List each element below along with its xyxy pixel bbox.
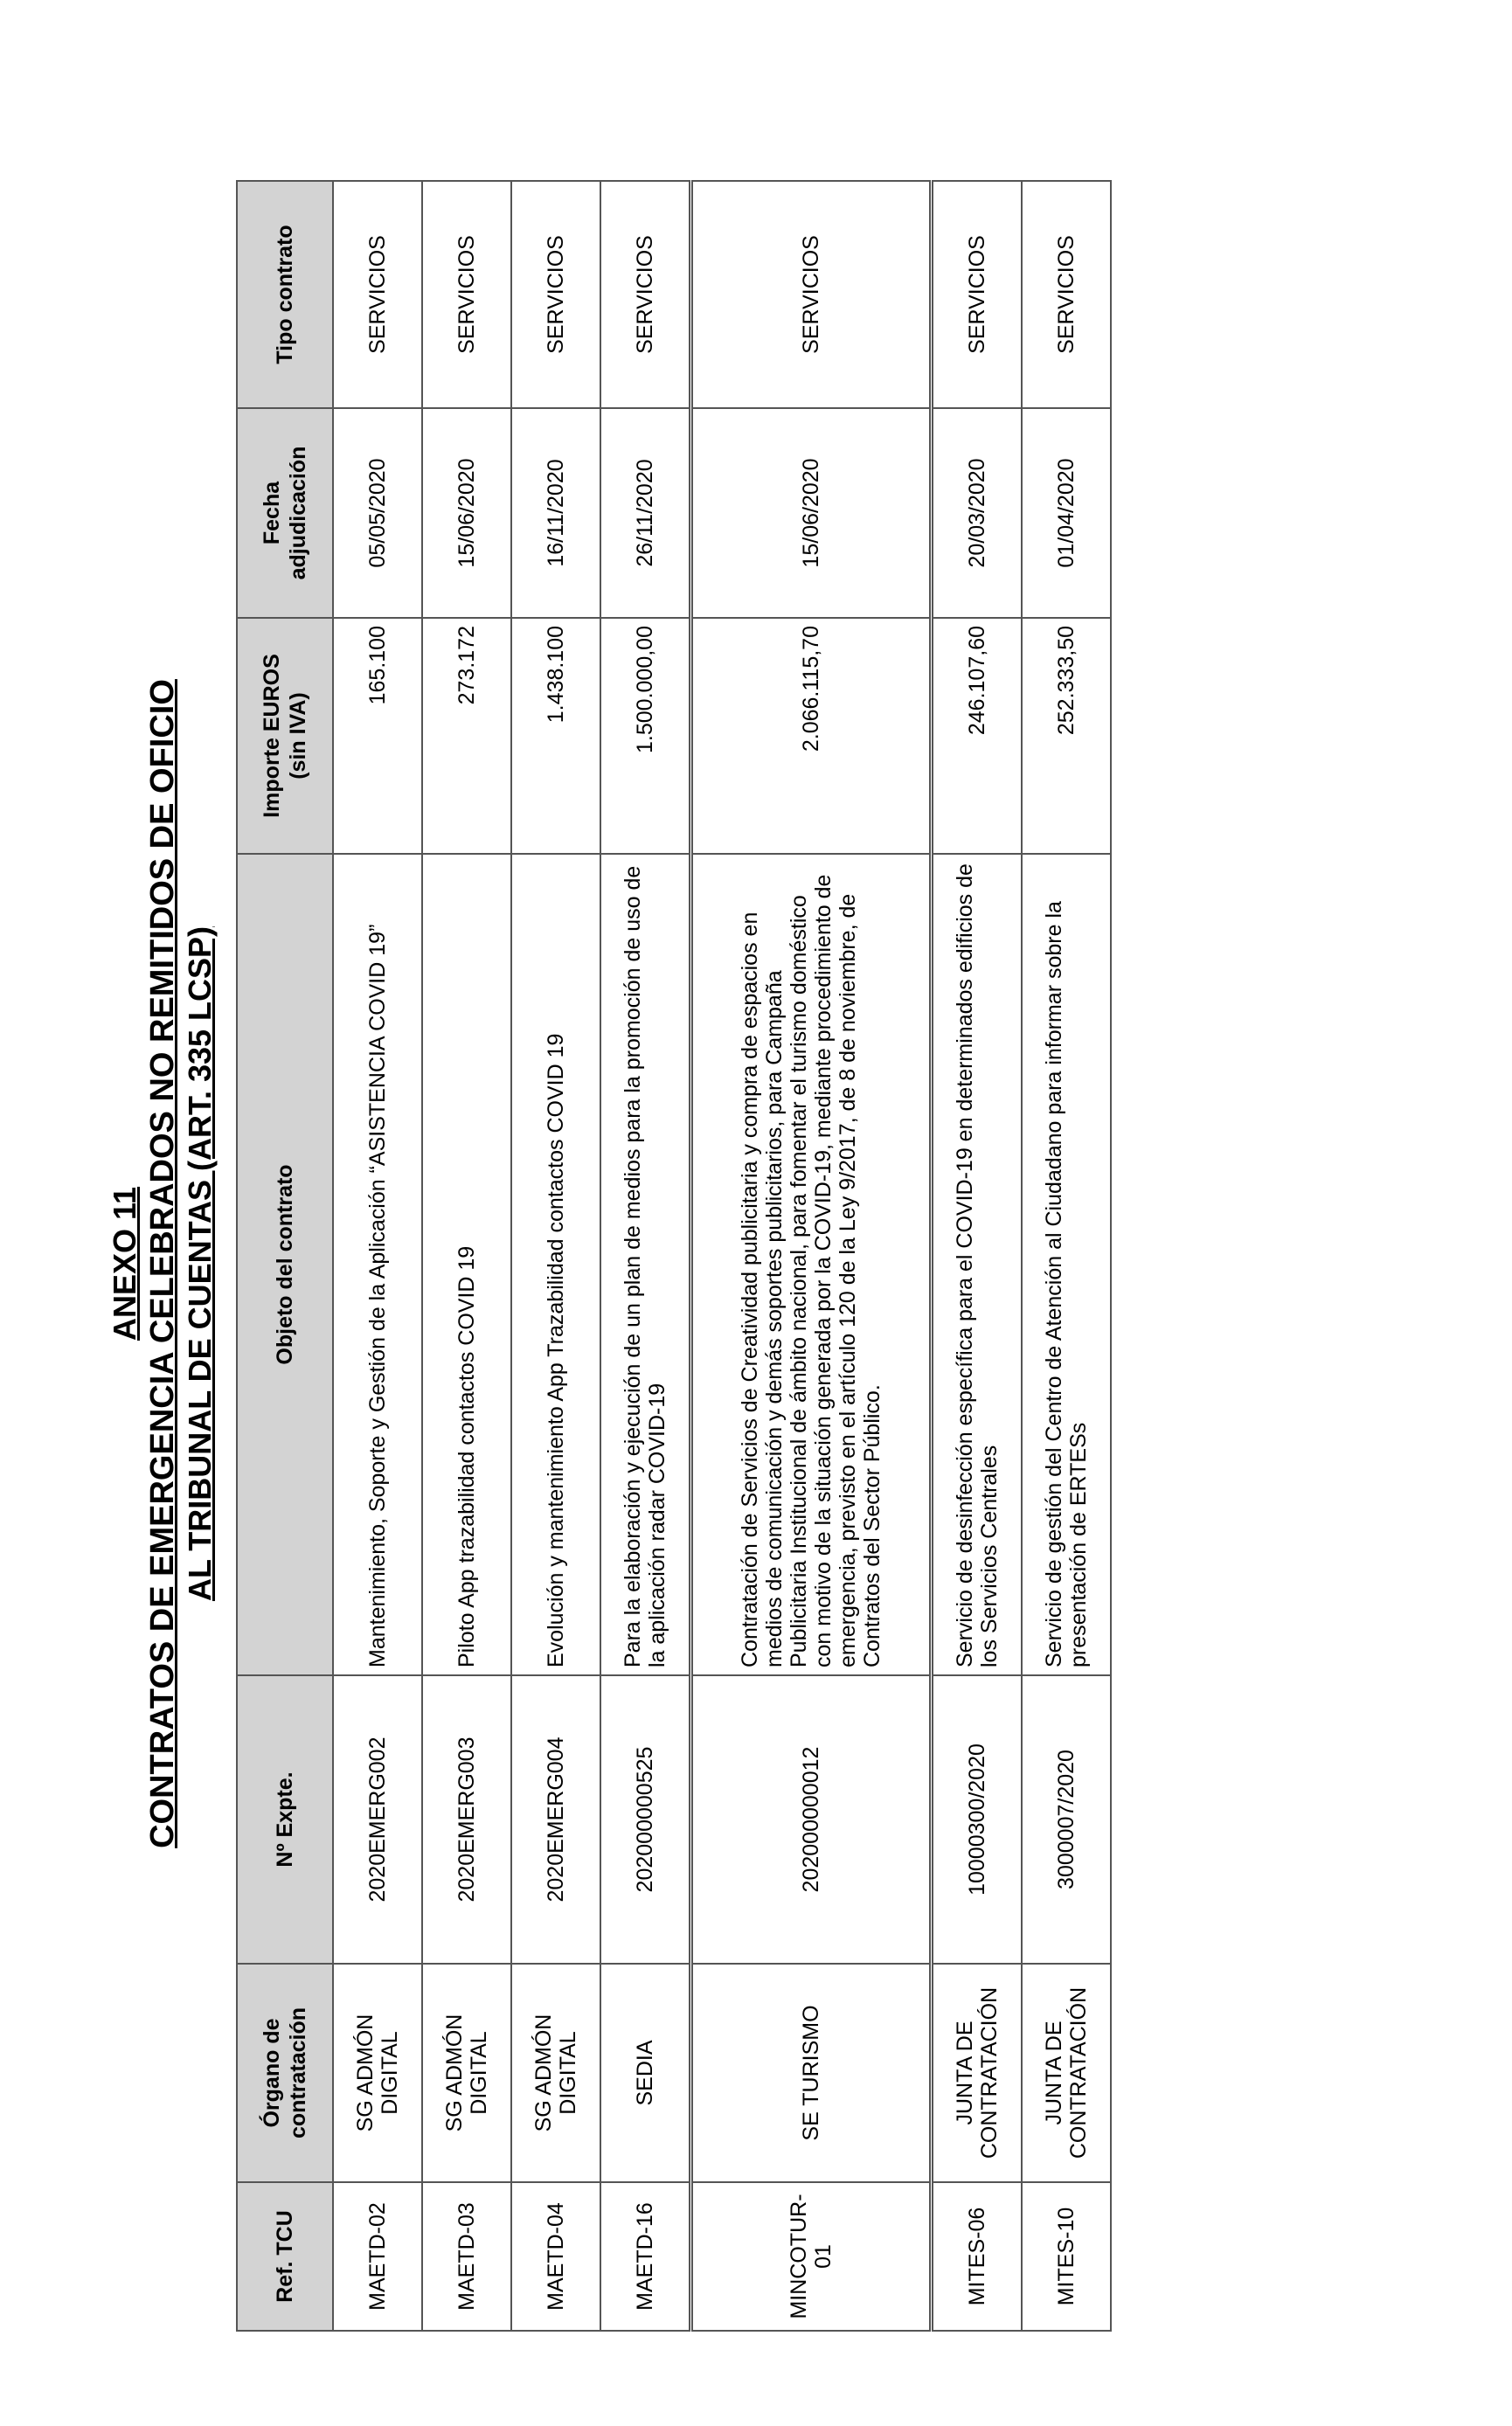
- cell-organo-line2: DIGITAL: [467, 2031, 491, 2115]
- cell-tipo: SERVICIOS: [691, 181, 932, 408]
- cell-fecha: 26/11/2020: [600, 408, 691, 618]
- table-row: [422, 181, 511, 2331]
- cell-importe: 252.333,50: [1022, 618, 1111, 854]
- header-fecha: [237, 408, 333, 618]
- cell-ref: MAETD-16: [600, 2182, 691, 2331]
- cell-tipo: SERVICIOS: [932, 181, 1023, 408]
- cell-organo-line2: CONTRATACIÓN: [1066, 1986, 1091, 2159]
- cell-importe: 2.066.115,70: [691, 618, 932, 854]
- cell-ref: MITES-06: [932, 2182, 1023, 2331]
- header-fecha-line2: adjudicación: [286, 446, 310, 580]
- cell-ref: MINCOTUR-01: [691, 2182, 932, 2331]
- cell-importe: 165.100: [333, 618, 422, 854]
- cell-tipo: SERVICIOS: [1022, 181, 1111, 408]
- cell-organo-line1: JUNTA DE: [953, 2021, 977, 2125]
- table-row: [600, 181, 691, 2331]
- cell-objeto: Servicio de desinfección específica para el COVID-19 en determinados edificios de los Servicios Centrales: [932, 854, 1023, 1675]
- title-annex: ANEXO 11: [107, 1186, 142, 1341]
- cell-expte: 2020EMERG003: [422, 1675, 511, 1964]
- page-title: [107, 154, 218, 2374]
- header-tipo: Tipo contrato: [237, 181, 333, 408]
- cell-importe: 273.172: [422, 618, 511, 854]
- cell-objeto: Mantenimiento, Soporte y Gestión de la Aplicación “ASISTENCIA COVID 19”: [333, 854, 422, 1675]
- header-importe: [237, 618, 333, 854]
- cell-tipo: SERVICIOS: [333, 181, 422, 408]
- cell-objeto: Para la elaboración y ejecución de un plan de medios para la promoción de uso de la aplicación radar COVID-19: [600, 854, 691, 1675]
- header-organo-line1: Órgano de: [260, 2018, 284, 2128]
- cell-expte: 10000300/2020: [932, 1675, 1023, 1964]
- table-row: [932, 181, 1023, 2331]
- title-main: CONTRATOS DE EMERGENCIA CELEBRADOS NO REMITIDOS DE OFICIO: [144, 679, 181, 1848]
- cell-organo: [333, 1964, 422, 2182]
- cell-ref: MAETD-04: [511, 2182, 600, 2331]
- cell-ref: MAETD-03: [422, 2182, 511, 2331]
- header-expte: Nº Expte.: [237, 1675, 333, 1964]
- cell-fecha: 01/04/2020: [1022, 408, 1111, 618]
- cell-objeto: Contratación de Servicios de Creatividad publicitaria y compra de espacios en medios de comunicación y demás soportes publicitarios, para Campaña Publicitaria Institucional de ámbito nacional, para fomentar el turismo doméstico con motivo de la situación generada por la COVID-19, mediante procedimiento de emergencia, previsto en el artículo 120 de la Ley 9/2017, de 8 de noviembre, de Contratos del Sector Público.: [691, 854, 932, 1675]
- cell-organo-line2: DIGITAL: [556, 2031, 580, 2115]
- table-row: [691, 181, 932, 2331]
- cell-objeto: Piloto App trazabilidad contactos COVID 19: [422, 854, 511, 1675]
- cell-ref: MITES-10: [1022, 2182, 1111, 2331]
- table-row: [1022, 181, 1111, 2331]
- cell-fecha: 16/11/2020: [511, 408, 600, 618]
- cell-organo-line1: SG ADMÓN: [353, 2014, 378, 2132]
- cell-expte: 2020EMERG004: [511, 1675, 600, 1964]
- table-row: [333, 181, 422, 2331]
- cell-organo: [422, 1964, 511, 2182]
- cell-organo: [691, 1964, 932, 2182]
- cell-organo-line1: SG ADMÓN: [442, 2014, 467, 2132]
- rotated-page-content: [87, 154, 1171, 2374]
- table-header-row: [237, 181, 333, 2331]
- title-sub: AL TRIBUNAL DE CUENTAS (ART. 335 LCSP): [182, 925, 218, 1602]
- cell-tipo: SERVICIOS: [600, 181, 691, 408]
- header-fecha-line1: Fecha: [260, 481, 284, 545]
- cell-fecha: 15/06/2020: [691, 408, 932, 618]
- cell-expte: 3000007/2020: [1022, 1675, 1111, 1964]
- cell-organo-line1: JUNTA DE: [1042, 2021, 1066, 2125]
- cell-fecha: 15/06/2020: [422, 408, 511, 618]
- cell-organo-line1: SEDIA: [633, 2040, 657, 2106]
- cell-fecha: 20/03/2020: [932, 408, 1023, 618]
- cell-organo: [932, 1964, 1023, 2182]
- cell-tipo: SERVICIOS: [511, 181, 600, 408]
- header-objeto: Objeto del contrato: [237, 854, 333, 1675]
- contracts-table: [236, 180, 1112, 2332]
- cell-organo-line1: SE TURISMO: [799, 2005, 823, 2141]
- cell-importe: 246.107,60: [932, 618, 1023, 854]
- cell-tipo: SERVICIOS: [422, 181, 511, 408]
- cell-objeto: Evolución y mantenimiento App Trazabilidad contactos COVID 19: [511, 854, 600, 1675]
- cell-importe: 1.438.100: [511, 618, 600, 854]
- header-organo: [237, 1964, 333, 2182]
- header-organo-line2: contratación: [286, 2007, 310, 2139]
- cell-organo: [600, 1964, 691, 2182]
- cell-organo-line2: CONTRATACIÓN: [977, 1986, 1002, 2159]
- header-importe-line2: (sin IVA): [286, 692, 310, 780]
- table-row: [511, 181, 600, 2331]
- cell-ref: MAETD-02: [333, 2182, 422, 2331]
- cell-expte: 202000000525: [600, 1675, 691, 1964]
- cell-organo: [511, 1964, 600, 2182]
- cell-expte: 2020EMERG002: [333, 1675, 422, 1964]
- cell-organo: [1022, 1964, 1111, 2182]
- cell-organo-line2: DIGITAL: [378, 2031, 402, 2115]
- cell-fecha: 05/05/2020: [333, 408, 422, 618]
- header-ref: Ref. TCU: [237, 2182, 333, 2331]
- cell-importe: 1.500.000,00: [600, 618, 691, 854]
- cell-organo-line1: SG ADMÓN: [531, 2014, 556, 2132]
- cell-expte: 202000000012: [691, 1675, 932, 1964]
- header-importe-line1: Importe EUROS: [260, 654, 284, 818]
- cell-objeto: Servicio de gestión del Centro de Atención al Ciudadano para informar sobre la presentación de ERTESs: [1022, 854, 1111, 1675]
